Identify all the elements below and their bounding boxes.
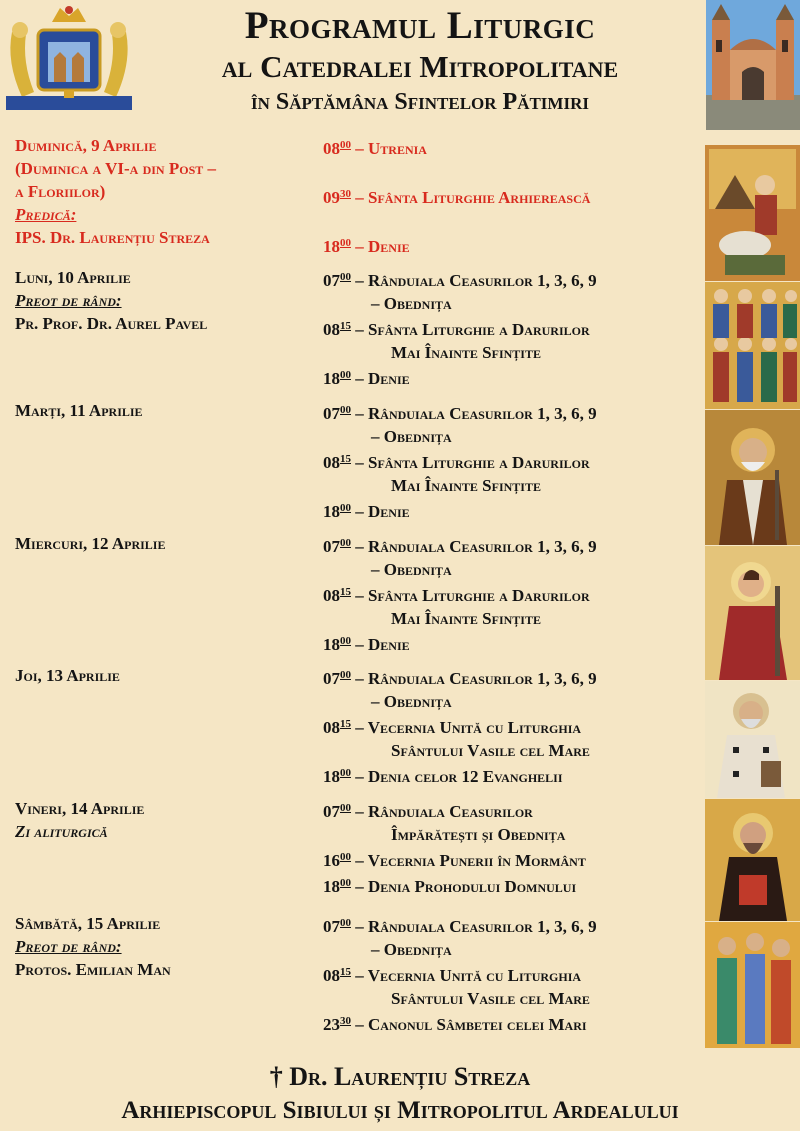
service-hour: 08 [323, 718, 340, 737]
services-list [323, 399, 708, 523]
service-item [323, 872, 708, 898]
service-minutes: 00 [340, 502, 351, 514]
services-list [323, 912, 708, 1036]
service-name: – Canonul Sâmbetei celei Mari [355, 1015, 587, 1034]
service-name: – Rânduiala Ceasurilor 1, 3, 6, 9 [355, 537, 597, 556]
preacher-name: IPS. Dr. Laurențiu Streza [15, 228, 210, 247]
service-name: – Vecernia Unită cu Liturghia [355, 966, 582, 985]
service-item [323, 497, 708, 523]
day-date: Miercuri, 12 Aprilie [15, 534, 166, 553]
service-hour: 08 [323, 586, 340, 605]
service-name: – Denie [355, 369, 410, 388]
service-item [323, 364, 708, 390]
service-continuation: – Obednița [371, 940, 452, 959]
service-minutes: 30 [340, 188, 351, 200]
page-subtitle: al Catedralei Mitropolitane [221, 49, 619, 84]
day-date: Vineri, 14 Aprilie [15, 799, 145, 818]
service-minutes: 00 [340, 271, 351, 283]
service-minutes: 00 [340, 237, 351, 249]
service-item [323, 961, 708, 987]
service-minutes: 00 [340, 635, 351, 647]
service-name: – Denia celor 12 Evanghelii [355, 767, 563, 786]
service-minutes: 15 [340, 453, 351, 465]
day-info [15, 266, 315, 335]
saints-group-icon [705, 282, 800, 409]
service-continuation: Sfântului Vasile cel Mare [391, 741, 590, 760]
service-hour: 07 [323, 404, 340, 423]
service-item [323, 664, 708, 690]
cathedral-photo [706, 0, 800, 130]
day-date: Marți, 11 Aprilie [15, 401, 143, 420]
bishop-elder-icon [705, 681, 800, 798]
service-item [323, 448, 708, 474]
service-minutes: 00 [340, 877, 351, 889]
service-name: – Sfânta Liturghie a Darurilor [355, 586, 590, 605]
service-item [323, 846, 708, 872]
service-continuation: Mai Înainte Sfințite [391, 343, 541, 362]
service-hour: 07 [323, 802, 340, 821]
service-name: – Sfânta Liturghie a Darurilor [355, 453, 590, 472]
service-name: – Rânduiala Ceasurilor 1, 3, 6, 9 [355, 669, 597, 688]
service-name: – Rânduiala Ceasurilor [355, 802, 533, 821]
day-info [15, 664, 315, 687]
service-minutes: 00 [340, 917, 351, 929]
day-date: Luni, 10 Aprilie [15, 268, 131, 287]
service-name: – Vecernia Unită cu Liturghia [355, 718, 582, 737]
service-hour: 18 [323, 877, 340, 896]
apostles-icon [705, 922, 800, 1048]
service-name: – Denie [355, 237, 410, 256]
service-minutes: 00 [340, 767, 351, 779]
monk-saint-icon [705, 799, 800, 921]
service-item [323, 1010, 708, 1036]
service-hour: 18 [323, 635, 340, 654]
service-name: – Denie [355, 502, 410, 521]
service-item [323, 713, 708, 739]
service-minutes: 00 [340, 851, 351, 863]
service-name: – Sfânta Liturghie Arhierească [355, 188, 591, 207]
day-info [15, 532, 315, 555]
service-minutes: 15 [340, 586, 351, 598]
service-hour: 08 [323, 320, 340, 339]
service-hour: 18 [323, 767, 340, 786]
service-item [323, 912, 708, 938]
day-info [15, 912, 315, 981]
service-item [323, 183, 708, 209]
service-continuation: Sfântului Vasile cel Mare [391, 989, 590, 1008]
palm-sunday-icon [705, 145, 800, 281]
service-hour: 16 [323, 851, 340, 870]
service-item [323, 315, 708, 341]
service-minutes: 00 [340, 802, 351, 814]
priest-label: Preot de rând: [15, 291, 122, 310]
service-hour: 07 [323, 669, 340, 688]
day-note: (Duminica a VI-a din Post – [15, 159, 216, 178]
service-item [323, 581, 708, 607]
header [0, 0, 800, 135]
services-list [323, 532, 708, 656]
service-name: – Vecernia Punerii în Mormânt [355, 851, 586, 870]
service-name: – Rânduiala Ceasurilor 1, 3, 6, 9 [355, 271, 597, 290]
services-list [323, 266, 708, 390]
day-date: Duminică, 9 Aprilie [15, 136, 157, 155]
service-item [323, 797, 708, 823]
service-continuation: Împărătești și Obednița [391, 825, 566, 844]
service-hour: 23 [323, 1015, 340, 1034]
signature-title: Arhiepiscopul Sibiului și Mitropolitul Ardealului [121, 1097, 679, 1124]
day-info [15, 134, 315, 249]
service-hour: 07 [323, 271, 340, 290]
footer-signature [0, 1060, 800, 1128]
day-note: Zi aliturgică [15, 822, 108, 841]
service-continuation: – Obednița [371, 427, 452, 446]
title-block [140, 4, 700, 118]
service-minutes: 00 [340, 404, 351, 416]
service-continuation: Mai Înainte Sfințite [391, 609, 541, 628]
services-list [323, 797, 708, 898]
service-hour: 09 [323, 188, 340, 207]
service-hour: 08 [323, 966, 340, 985]
day-info [15, 399, 315, 422]
service-hour: 18 [323, 369, 340, 388]
service-continuation: Mai Înainte Sfințite [391, 476, 541, 495]
service-continuation: – Obednița [371, 560, 452, 579]
young-saint-icon [705, 546, 800, 680]
service-item [323, 532, 708, 558]
priest-label: Preot de rând: [15, 937, 122, 956]
service-hour: 07 [323, 917, 340, 936]
service-item [323, 134, 708, 160]
service-minutes: 15 [340, 966, 351, 978]
service-minutes: 00 [340, 537, 351, 549]
day-info [15, 797, 315, 843]
service-hour: 18 [323, 502, 340, 521]
services-list [323, 134, 708, 258]
priest-name: Protos. Emilian Man [15, 960, 171, 979]
service-item [323, 762, 708, 788]
service-minutes: 00 [340, 669, 351, 681]
service-item [323, 399, 708, 425]
service-continuation: – Obednița [371, 692, 452, 711]
service-hour: 08 [323, 139, 340, 158]
service-name: – Utrenia [355, 139, 427, 158]
service-name: – Denie [355, 635, 410, 654]
service-hour: 08 [323, 453, 340, 472]
service-item [323, 266, 708, 292]
sermon-label: Predică: [15, 205, 77, 224]
day-date: Joi, 13 Aprilie [15, 666, 120, 685]
service-continuation: – Obednița [371, 294, 452, 313]
day-date: Sâmbătă, 15 Aprilie [15, 914, 161, 933]
service-minutes: 00 [340, 369, 351, 381]
service-name: – Sfânta Liturghie a Darurilor [355, 320, 590, 339]
signature-name: † Dr. Laurențiu Streza [269, 1062, 531, 1091]
metropolitan-crest-icon [4, 2, 134, 114]
service-minutes: 15 [340, 320, 351, 332]
service-name: – Denia Prohodului Domnului [355, 877, 577, 896]
service-name: – Rânduiala Ceasurilor 1, 3, 6, 9 [355, 917, 597, 936]
page-subtitle-week: în Săptămâna Sfintelor Pătimiri [251, 89, 589, 115]
day-note: a Floriilor) [15, 182, 106, 201]
service-minutes: 30 [340, 1015, 351, 1027]
service-hour: 18 [323, 237, 340, 256]
service-item [323, 630, 708, 656]
page-title: Programul Liturgic [244, 4, 596, 47]
service-item [323, 232, 708, 258]
service-minutes: 00 [340, 139, 351, 151]
service-hour: 07 [323, 537, 340, 556]
bishop-saint-icon [705, 410, 800, 545]
service-name: – Rânduiala Ceasurilor 1, 3, 6, 9 [355, 404, 597, 423]
services-list [323, 664, 708, 788]
service-minutes: 15 [340, 718, 351, 730]
priest-name: Pr. Prof. Dr. Aurel Pavel [15, 314, 208, 333]
